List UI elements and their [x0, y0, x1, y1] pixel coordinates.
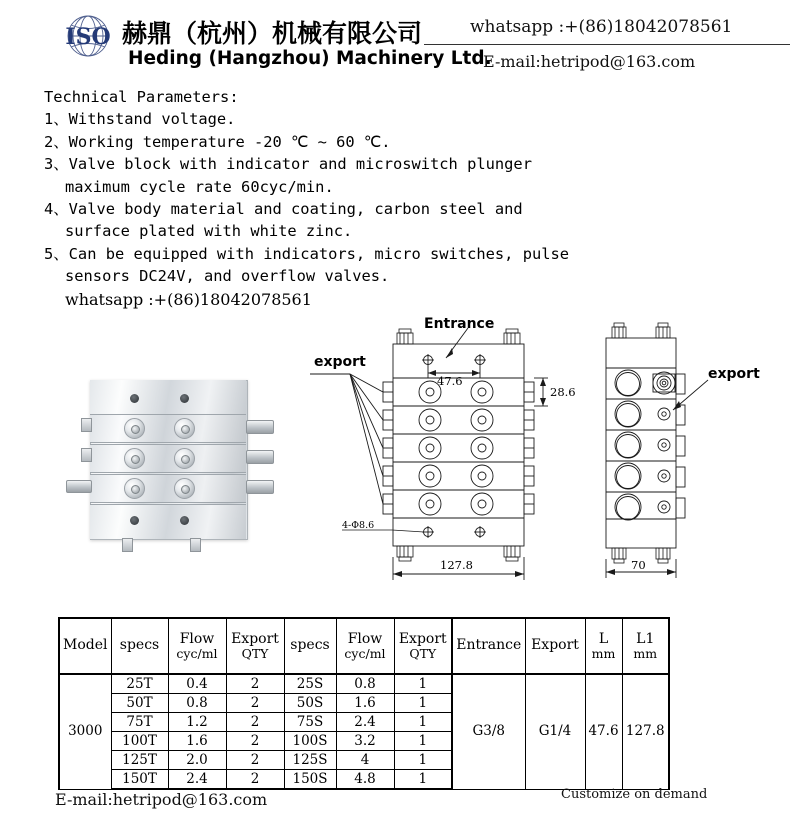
- photo-valve-block: [90, 414, 246, 443]
- export-label-side-view: export: [708, 366, 760, 382]
- photo-side-port: [81, 448, 92, 462]
- side-view-svg: [578, 308, 790, 598]
- th-specs-s: specs: [284, 618, 336, 674]
- cell-qty-t: 2: [226, 751, 284, 770]
- cell-specs-s: 150S: [284, 770, 336, 790]
- photo-valve-block: [90, 474, 246, 503]
- th-flow-s: Flow cyc/ml: [336, 618, 394, 674]
- cell-flow-s: 1.6: [336, 694, 394, 713]
- cell-flow-s: 3.2: [336, 732, 394, 751]
- cell-qty-t: 2: [226, 674, 284, 694]
- tech-params-whatsapp: whatsapp :+(86)18042078561: [65, 289, 312, 309]
- top-view-drawing: [300, 308, 576, 598]
- cell-flow-s: 4.8: [336, 770, 394, 790]
- cell-specs-s: 50S: [284, 694, 336, 713]
- tech-param-3-cont: maximum cycle rate 60cyc/min.: [65, 177, 334, 196]
- figures-row: [0, 308, 790, 598]
- photo-screw: [174, 478, 195, 499]
- cell-qty-s: 1: [394, 751, 452, 770]
- photo-side-port: [81, 418, 92, 432]
- header-email: E-mail:hetripod@163.com: [483, 52, 696, 71]
- cell-flow-t: 0.4: [168, 674, 226, 694]
- specification-table: [58, 617, 670, 790]
- cell-l1: 127.8: [622, 674, 669, 789]
- th-l1: L1 mm: [622, 618, 669, 674]
- dim-47-6: 47.6: [437, 374, 463, 388]
- cell-flow-t: 1.2: [168, 713, 226, 732]
- cell-export: G1/4: [525, 674, 585, 789]
- photo-port-hole: [180, 394, 189, 403]
- dim-28-6: 28.6: [550, 385, 576, 399]
- tech-param-4: 4、Valve body material and coating, carbon steel and: [44, 200, 523, 219]
- cell-specs-s: 125S: [284, 751, 336, 770]
- photo-outlet-fitting: [246, 450, 274, 464]
- product-photo: [62, 370, 292, 550]
- th-entrance: Entrance: [452, 618, 525, 674]
- cell-flow-t: 2.4: [168, 770, 226, 790]
- top-view-svg: [300, 308, 570, 598]
- photo-foot: [190, 538, 201, 552]
- technical-parameters-block: [44, 86, 704, 312]
- tech-param-5-cont: sensors DC24V, and overflow valves.: [65, 267, 390, 286]
- cell-qty-t: 2: [226, 713, 284, 732]
- header-divider: [424, 44, 790, 45]
- table-header-row: [59, 618, 669, 674]
- photo-port-hole: [130, 516, 139, 525]
- cell-flow-s: 4: [336, 751, 394, 770]
- hole-callout: 4-Φ8.6: [342, 520, 375, 531]
- th-export: Export: [525, 618, 585, 674]
- photo-outlet-fitting: [66, 480, 92, 493]
- iso-logo: [57, 12, 119, 60]
- photo-port-hole: [180, 516, 189, 525]
- cell-flow-t: 1.6: [168, 732, 226, 751]
- photo-screw: [124, 478, 145, 499]
- photo-screw: [124, 418, 145, 439]
- cell-flow-s: 0.8: [336, 674, 394, 694]
- cell-flow-t: 2.0: [168, 751, 226, 770]
- cell-specs-t: 50T: [111, 694, 168, 713]
- cell-specs-t: 150T: [111, 770, 168, 790]
- photo-top-plate: [90, 380, 246, 415]
- cell-flow-t: 0.8: [168, 694, 226, 713]
- photo-screw: [124, 448, 145, 469]
- photo-valve-block: [90, 444, 246, 473]
- table-row: [59, 674, 669, 694]
- cell-specs-t: 100T: [111, 732, 168, 751]
- dim-70: 70: [631, 558, 646, 572]
- tech-param-3: 3、Valve block with indicator and microswitch plunger: [44, 155, 532, 174]
- tech-param-4-cont: surface plated with white zinc.: [65, 222, 353, 241]
- side-view-drawing: [578, 308, 790, 598]
- th-l: L mm: [585, 618, 622, 674]
- photo-port-hole: [130, 394, 139, 403]
- cell-specs-s: 25S: [284, 674, 336, 694]
- page-header: [0, 0, 790, 82]
- cell-specs-t: 125T: [111, 751, 168, 770]
- cell-specs-t: 25T: [111, 674, 168, 694]
- cell-entrance: G3/8: [452, 674, 525, 789]
- tech-params-title: Technical Parameters:: [44, 88, 239, 106]
- iso-logo-svg: [57, 12, 119, 60]
- cell-qty-s: 1: [394, 732, 452, 751]
- tech-param-1: 1、Withstand voltage.: [44, 110, 236, 129]
- export-label-top-view: export: [314, 354, 366, 370]
- th-model: Model: [59, 618, 111, 674]
- cell-qty-t: 2: [226, 770, 284, 790]
- photo-foot: [122, 538, 133, 552]
- tech-param-5: 5、Can be equipped with indicators, micro switches, pulse: [44, 244, 570, 263]
- cell-specs-s: 100S: [284, 732, 336, 751]
- header-whatsapp: whatsapp :+(86)18042078561: [470, 17, 733, 37]
- iso-logo-text: ISO: [65, 24, 111, 50]
- th-export-qty-s: Export QTY: [394, 618, 452, 674]
- photo-screw: [174, 418, 195, 439]
- th-specs-t: specs: [111, 618, 168, 674]
- photo-bottom-plate: [90, 504, 246, 539]
- cell-qty-t: 2: [226, 732, 284, 751]
- cell-model: 3000: [59, 674, 111, 789]
- dim-127-8: 127.8: [440, 558, 473, 572]
- tech-param-2: 2、Working temperature -20 ℃ ~ 60 ℃.: [44, 132, 391, 151]
- footer-customize-note: Customize on demand: [561, 787, 708, 802]
- cell-qty-t: 2: [226, 694, 284, 713]
- th-export-qty-t: Export QTY: [226, 618, 284, 674]
- footer-email: E-mail:hetripod@163.com: [55, 790, 268, 809]
- cell-specs-t: 75T: [111, 713, 168, 732]
- company-name-cn: 赫鼎（杭州）机械有限公司: [122, 19, 423, 48]
- cell-l: 47.6: [585, 674, 622, 789]
- cell-specs-s: 75S: [284, 713, 336, 732]
- photo-outlet-fitting: [246, 480, 274, 494]
- company-name-en: Heding (Hangzhou) Machinery Ltd.: [128, 48, 492, 69]
- th-flow-t: Flow cyc/ml: [168, 618, 226, 674]
- photo-outlet-fitting: [246, 420, 274, 434]
- cell-qty-s: 1: [394, 713, 452, 732]
- cell-qty-s: 1: [394, 674, 452, 694]
- cell-qty-s: 1: [394, 770, 452, 790]
- entrance-label: Entrance: [424, 316, 495, 332]
- cell-qty-s: 1: [394, 694, 452, 713]
- photo-screw: [174, 448, 195, 469]
- cell-flow-s: 2.4: [336, 713, 394, 732]
